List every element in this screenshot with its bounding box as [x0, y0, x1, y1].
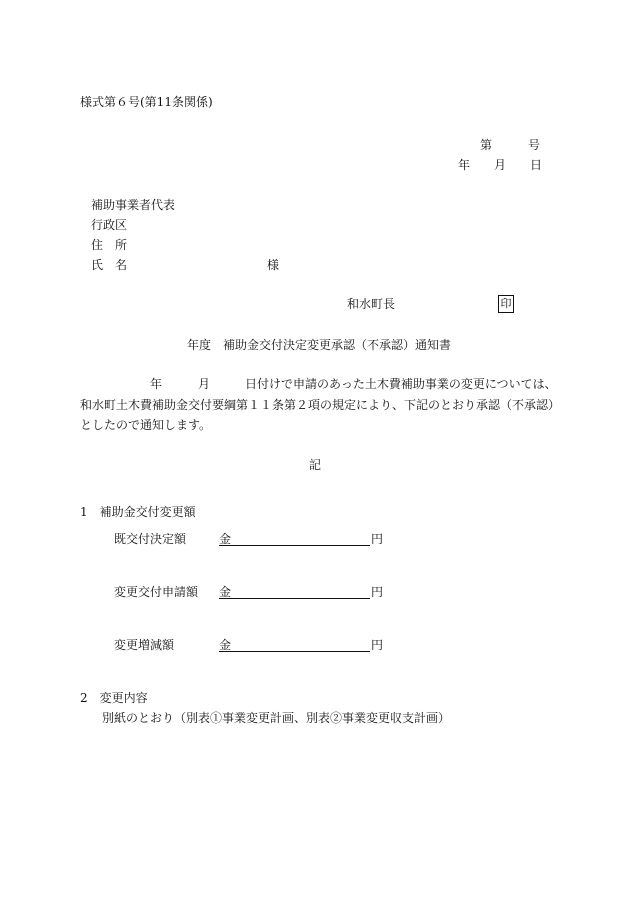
document-number-label: 第: [480, 138, 493, 152]
recipient-address: 住 所: [91, 238, 128, 252]
amount-blank-line: [219, 598, 370, 599]
ki-heading: 記: [309, 458, 322, 472]
body-line-1: 日付けで申請のあった土木費補助事業の変更については、: [245, 377, 557, 391]
date-day: 日: [530, 158, 543, 172]
recipient-district: 行政区: [91, 218, 128, 232]
body-line-3: としたので通知します。: [80, 418, 212, 432]
date-month: 月: [494, 158, 507, 172]
section1-heading: 1 補助金交付変更額: [80, 505, 196, 519]
recipient-name: 氏 名: [91, 258, 128, 272]
amount-suffix: 円: [371, 585, 384, 599]
amount-blank-line: [219, 651, 370, 652]
recipient-representative: 補助事業者代表: [91, 198, 176, 212]
amount-prefix: 金: [219, 585, 232, 599]
amount-label-requested: 変更交付申請額: [114, 585, 199, 599]
amount-label-decided: 既交付決定額: [114, 532, 187, 546]
seal-stamp: 印: [498, 295, 514, 313]
date-year: 年: [458, 158, 471, 172]
form-number-header: 様式第６号(第11条関係): [80, 95, 213, 109]
body-month: 月: [198, 377, 211, 391]
recipient-honorific: 様: [267, 258, 280, 272]
body-line-2: 和水町土木費補助金交付要綱第１１条第２項の規定により、下記のとおり承認（不承認）: [80, 398, 561, 412]
amount-label-difference: 変更増減額: [114, 638, 175, 652]
section2-heading: 2 変更内容: [80, 691, 148, 705]
amount-suffix: 円: [371, 638, 384, 652]
section2-content: 別紙のとおり（別表①事業変更計画、別表②事業変更収支計画）: [102, 711, 451, 725]
amount-suffix: 円: [371, 532, 384, 546]
sender-title: 和水町長: [347, 297, 396, 311]
document-number-suffix: 号: [528, 138, 541, 152]
amount-prefix: 金: [219, 638, 232, 652]
body-year: 年: [150, 377, 163, 391]
amount-prefix: 金: [219, 532, 232, 546]
amount-blank-line: [219, 545, 370, 546]
document-title: 年度 補助金交付決定変更承認（不承認）通知書: [187, 338, 452, 352]
